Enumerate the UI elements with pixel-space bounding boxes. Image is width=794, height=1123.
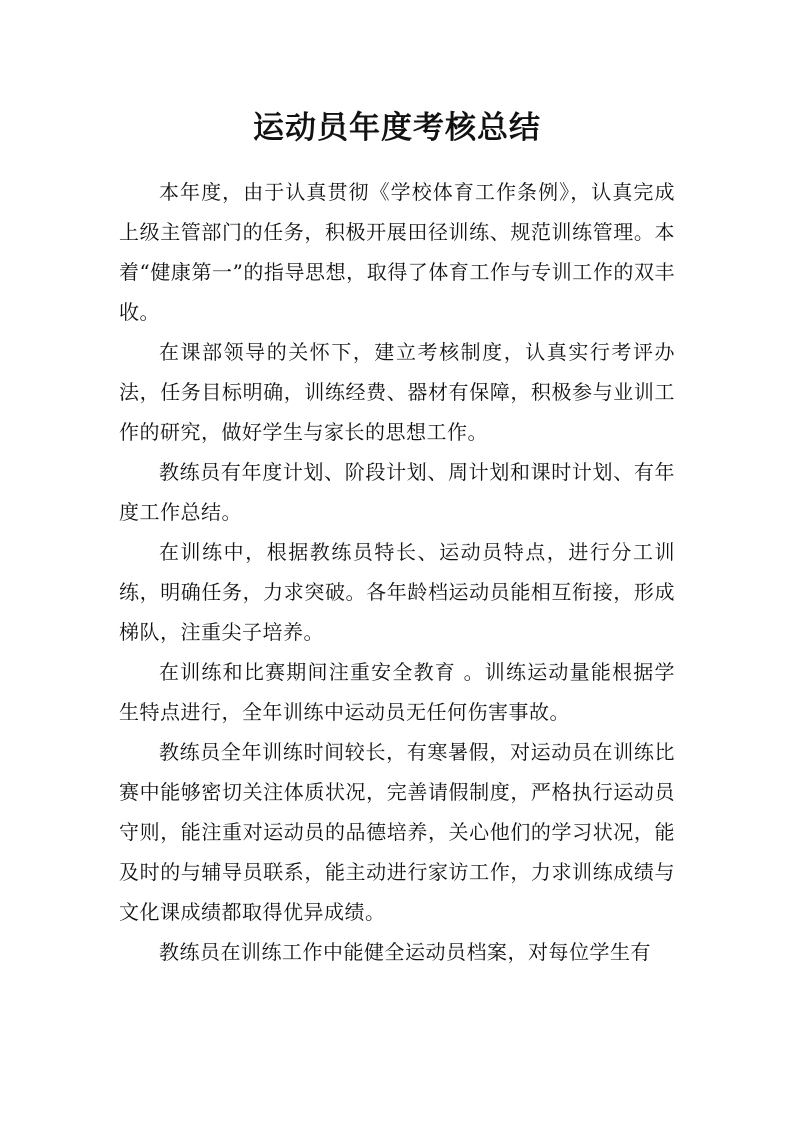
paragraph-1: 本年度，由于认真贯彻《学校体育工作条例》，认真完成上级主管部门的任务，积极开展田径训练、规范训练管理。本着“健康第一”的指导思想，取得了体育工作与专训工作的双丰收。 [119, 180, 675, 324]
paragraph-5: 在训练和比赛期间注重安全教育 。训练运动量能根据学生特点进行，全年训练中运动员无任何伤害事故。 [119, 660, 675, 724]
paragraph-2: 在课部领导的关怀下，建立考核制度，认真实行考评办法，任务目标明确，训练经费、器材有保障，积极参与业训工作的研究，做好学生与家长的思想工作。 [119, 340, 675, 444]
document-body [119, 172, 675, 972]
paragraph-3: 教练员有年度计划、阶段计划、周计划和课时计划、有年度工作总结。 [119, 460, 675, 524]
document-title: 运动员年度考核总结 [253, 110, 541, 146]
paragraph-6: 教练员全年训练时间较长，有寒暑假，对运动员在训练比赛中能够密切关注体质状况，完善请假制度，严格执行运动员守则，能注重对运动员的品德培养，关心他们的学习状况，能及时的与辅导员联系，能主动进行家访工作，力求训练成绩与文化课成绩都取得优异成绩。 [119, 740, 675, 924]
paragraph-4: 在训练中，根据教练员特长、运动员特点，进行分工训练，明确任务，力求突破。各年龄档运动员能相互衔接，形成梯队，注重尖子培养。 [119, 540, 675, 644]
paragraph-7: 教练员在训练工作中能健全运动员档案，对每位学生有 [159, 940, 651, 964]
